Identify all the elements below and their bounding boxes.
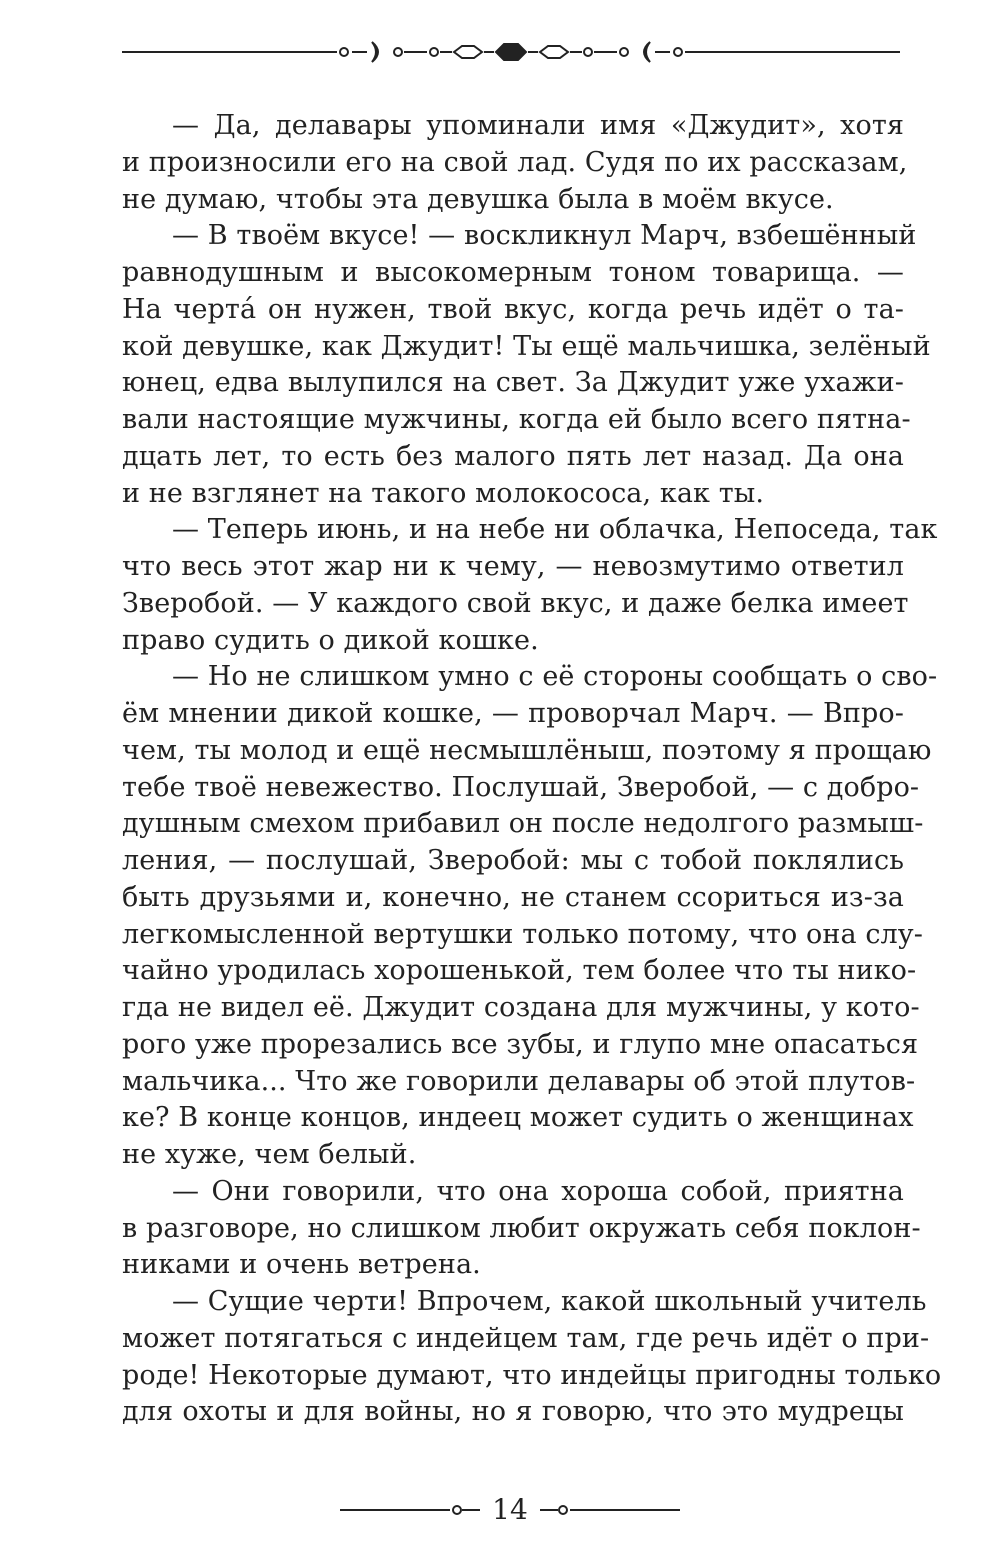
text-line: — Но не слишком умно с её стороны сообщать о сво- bbox=[172, 661, 938, 693]
text-line: юнец, едва вылупился на свет. За Джудит уже ухажи- bbox=[122, 367, 904, 399]
text-line: для охоты и для войны, но я говорю, что это мудрецы bbox=[122, 1396, 904, 1428]
top-ornament-divider bbox=[122, 36, 900, 76]
text-line: и не взглянет на такого молокососа, как ты. bbox=[122, 477, 765, 509]
text-line: ке? В конце концов, индеец может судить о женщинах bbox=[122, 1102, 914, 1134]
text-line: в разговоре, но слишком любит окружать себя поклон- bbox=[122, 1212, 921, 1244]
text-line: и произносили его на свой лад. Судя по их рассказам, bbox=[122, 146, 908, 178]
text-line: ём мнении дикой кошке, — проворчал Марч. — Впро- bbox=[122, 698, 904, 729]
text-line: — Они говорили, что она хороша собой, приятна bbox=[172, 1175, 904, 1207]
body-text bbox=[122, 108, 942, 1431]
text-line: мальчика... Что же говорили делавары об этой плутов- bbox=[122, 1065, 916, 1097]
text-line: не думаю, чтобы эта девушка была в моём вкусе. bbox=[122, 183, 834, 215]
text-line: душным смехом прибавил он после недолгого размыш- bbox=[122, 808, 924, 840]
text-line: Зверобой. — У каждого свой вкус, и даже белка имеет bbox=[122, 587, 909, 619]
text-line: гда не видел её. Джудит создана для мужчины, у кото- bbox=[122, 992, 920, 1023]
page-number: 14 bbox=[492, 1493, 528, 1526]
page-footer bbox=[340, 1490, 680, 1530]
text-line: тебе твоё невежество. Послушай, Зверобой, — с добро- bbox=[122, 771, 920, 803]
text-line: равнодушным и высокомерным тоном товарища. — bbox=[122, 257, 904, 288]
text-line: никами и очень ветрена. bbox=[122, 1249, 481, 1281]
text-line: ления, — послушай, Зверобой: мы с тобой поклялись bbox=[122, 845, 904, 876]
text-line: может потягаться с индейцем там, где речь идёт о при- bbox=[122, 1322, 930, 1354]
text-line: дцать лет, то есть без малого пять лет назад. Да она bbox=[122, 440, 904, 472]
text-line: чайно уродилась хорошенькой, тем более что ты нико- bbox=[122, 955, 917, 987]
text-line: быть друзьями и, конечно, не станем ссориться из-за bbox=[122, 881, 904, 913]
text-line: право судить о дикой кошке. bbox=[122, 624, 539, 656]
text-line: — Теперь июнь, и на небе ни облачка, Непоседа, так bbox=[172, 514, 938, 546]
text-line: роде! Некоторые думают, что индейцы пригодны только bbox=[122, 1359, 942, 1391]
text-line: не хуже, чем белый. bbox=[122, 1139, 417, 1170]
text-line: рого уже прорезались все зубы, и глупо мне опасаться bbox=[122, 1028, 919, 1060]
text-line: вали настоящие мужчины, когда ей было всего пятна- bbox=[122, 404, 911, 435]
text-line: легкомысленной вертушки только потому, что она слу- bbox=[122, 918, 924, 950]
text-line: кой девушке, как Джудит! Ты ещё мальчишка, зелёный bbox=[122, 330, 931, 362]
text-line: что весь этот жар ни к чему, — невозмутимо ответил bbox=[122, 551, 904, 582]
text-line: — Сущие черти! Впрочем, какой школьный учитель bbox=[172, 1286, 927, 1317]
text-line: чем, ты молод и ещё несмышлёныш, поэтому я прощаю bbox=[122, 734, 932, 766]
text-line: — В твоём вкусе! — воскликнул Марч, взбешённый bbox=[172, 220, 917, 252]
text-line: На черта́ он нужен, твой вкус, когда речь идёт о та- bbox=[122, 293, 904, 325]
text-line: — Да, делавары упоминали имя «Джудит», хотя bbox=[172, 110, 904, 141]
